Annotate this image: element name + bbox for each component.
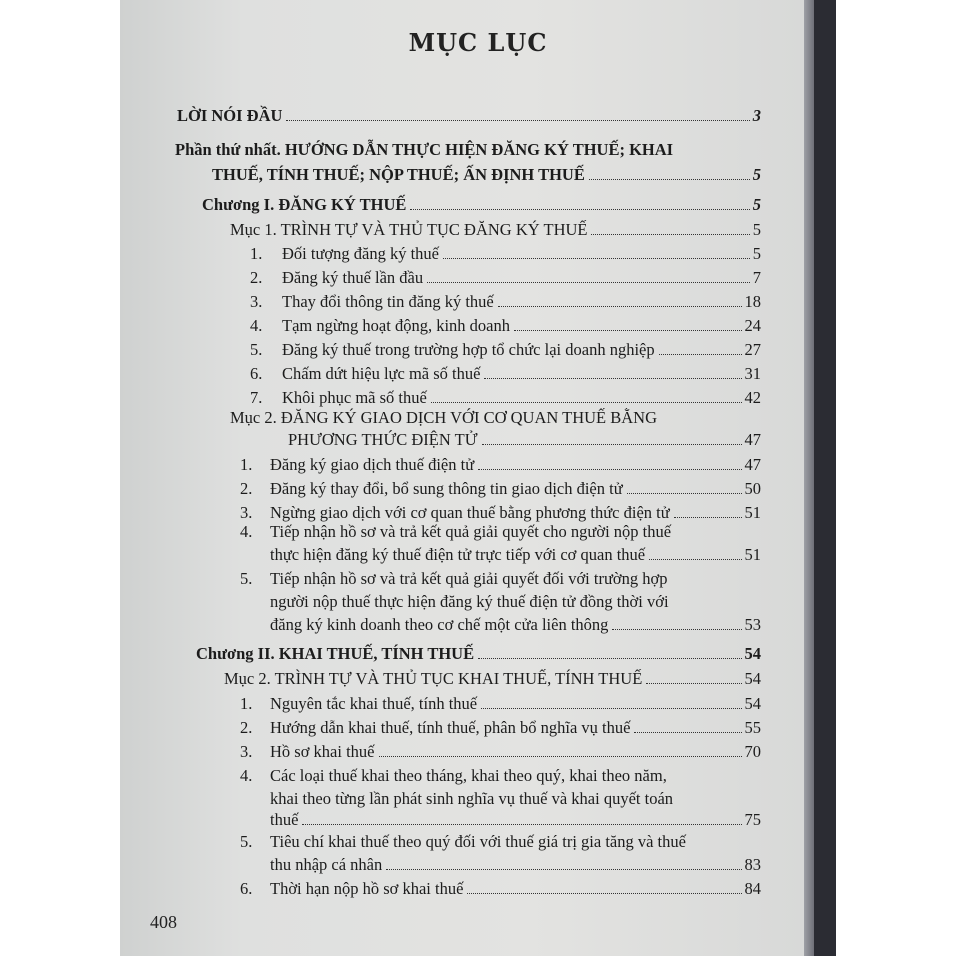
dot-leader (649, 559, 741, 560)
toc-item-number: 4. (250, 316, 263, 335)
toc-page-number: 50 (744, 479, 761, 498)
toc-entry-text: Tiêu chí khai thuế theo quý đối với thuế giá trị gia tăng và thuế (270, 832, 686, 851)
toc-page-number: 83 (744, 855, 761, 874)
toc-entry-chapter-1 (202, 195, 761, 215)
toc-item-4-line1 (240, 522, 671, 542)
toc-item-number: 1. (240, 455, 253, 474)
toc-entry-text: Các loại thuế khai theo tháng, khai theo quý, khai theo năm, (270, 766, 667, 785)
dot-leader (659, 354, 742, 355)
toc-item (240, 694, 761, 714)
toc-page-number: 54 (744, 694, 761, 713)
toc-item-number: 3. (240, 742, 253, 761)
toc-item-5-line1 (240, 569, 667, 589)
toc-item (250, 316, 761, 336)
toc-page-number: 51 (744, 545, 761, 564)
dot-leader (591, 234, 749, 235)
toc-item (270, 545, 761, 565)
toc-page-number: 5 (752, 244, 761, 263)
dot-leader (443, 258, 750, 259)
toc-entry-text: Mục 1. TRÌNH TỰ VÀ THỦ TỤC ĐĂNG KÝ THUẾ (230, 220, 588, 239)
toc-page-number: 7 (752, 268, 761, 287)
toc-item-number: 4. (240, 766, 253, 785)
toc-item (270, 810, 761, 830)
toc-page-number: 54 (744, 644, 761, 663)
toc-page-number: 70 (744, 742, 761, 761)
dot-leader (478, 469, 741, 470)
dot-leader (302, 824, 741, 825)
toc-entry-text: thu nhập cá nhân (270, 855, 383, 874)
toc-item (240, 503, 761, 523)
toc-part-1-line1: Phần thứ nhất. HƯỚNG DẪN THỰC HIỆN ĐĂNG KÝ THUẾ; KHAI (175, 140, 674, 159)
dot-leader (674, 517, 742, 518)
toc-item (240, 479, 761, 499)
toc-page-number: 5 (752, 195, 761, 214)
toc-entry-part-1 (212, 165, 761, 185)
toc-item (240, 455, 761, 475)
toc-page-number: 55 (744, 718, 761, 737)
toc-page-number: 84 (744, 879, 761, 898)
toc-item (240, 718, 761, 738)
dot-leader (482, 444, 742, 445)
toc-section-2-line1: Mục 2. ĐĂNG KÝ GIAO DỊCH VỚI CƠ QUAN THUẾ BẰNG (230, 408, 657, 427)
toc-item-number: 5. (240, 832, 253, 851)
toc-entry-text: Tiếp nhận hồ sơ và trả kết quả giải quyết cho người nộp thuế (270, 522, 672, 541)
page-number-footer: 408 (150, 912, 177, 932)
toc-entry-text: Hướng dẫn khai thuế, tính thuế, phân bổ nghĩa vụ thuế (270, 718, 631, 737)
toc-item (250, 340, 761, 360)
toc-item (270, 615, 761, 635)
toc-page-number: 47 (744, 430, 761, 449)
toc-entry-text: Đối tượng đăng ký thuế (282, 244, 439, 263)
toc-page-number: 47 (744, 455, 761, 474)
toc-entry-text: thực hiện đăng ký thuế điện tử trực tiếp với cơ quan thuế (270, 545, 646, 564)
toc-entry-text: Nguyên tắc khai thuế, tính thuế (270, 694, 478, 713)
toc-entry-text: Thay đổi thông tin đăng ký thuế (282, 292, 494, 311)
toc-entry-text: Chương I. ĐĂNG KÝ THUẾ (202, 195, 407, 214)
dot-leader (427, 282, 750, 283)
toc-page-number: 24 (744, 316, 761, 335)
dot-leader (478, 658, 741, 659)
dot-leader (467, 893, 741, 894)
toc-item-number: 6. (250, 364, 263, 383)
toc-entry-text: Hồ sơ khai thuế (270, 742, 375, 761)
toc-item (250, 364, 761, 384)
toc-item (250, 268, 761, 288)
toc-page-number: 54 (744, 669, 761, 688)
toc-item-number: 5. (240, 569, 253, 588)
toc-item (250, 244, 761, 264)
dot-leader (410, 209, 749, 210)
toc-page-number: 5 (752, 220, 761, 239)
toc-entry-text: Đăng ký giao dịch thuế điện tử (270, 455, 475, 474)
toc-item-4-line1 (240, 766, 667, 786)
dot-leader (612, 629, 741, 630)
toc-entry-section-1 (230, 220, 761, 240)
dot-leader (646, 683, 741, 684)
dot-leader (634, 732, 741, 733)
toc-item-number: 1. (240, 694, 253, 713)
toc-page-number: 51 (744, 503, 761, 522)
toc-item-number: 6. (240, 879, 253, 898)
toc-item (240, 742, 761, 762)
dot-leader (484, 378, 741, 379)
toc-entry-text: Đăng ký thuế trong trường hợp tổ chức lại doanh nghiệp (282, 340, 655, 359)
dot-leader (498, 306, 742, 307)
toc-entry-text: Mục 2. TRÌNH TỰ VÀ THỦ TỤC KHAI THUẾ, TÍNH THUẾ (224, 669, 643, 688)
toc-entry-text: LỜI NÓI ĐẦU (177, 106, 283, 125)
toc-entry-text: Chấm dứt hiệu lực mã số thuế (282, 364, 481, 383)
toc-item-5-line2: người nộp thuế thực hiện đăng ký thuế điện tử đồng thời với (270, 592, 669, 611)
toc-item (270, 855, 761, 875)
toc-item-4-line2: khai theo từng lần phát sinh nghĩa vụ thuế và khai quyết toán (270, 789, 674, 808)
toc-entry-text: Thời hạn nộp hồ sơ khai thuế (270, 879, 464, 898)
toc-page-number: 42 (744, 388, 761, 407)
toc-item (240, 879, 761, 899)
toc-entry-text: PHƯƠNG THỨC ĐIỆN TỬ (288, 430, 478, 449)
toc-entry-text: đăng ký kinh doanh theo cơ chế một cửa liên thông (270, 615, 609, 634)
dot-leader (514, 330, 742, 331)
toc-item-number: 2. (240, 718, 253, 737)
toc-item (250, 388, 761, 408)
toc-entry-preface (177, 106, 761, 126)
toc-item-number: 2. (240, 479, 253, 498)
toc-page-number: 18 (744, 292, 761, 311)
toc-entry-text: Tạm ngừng hoạt động, kinh doanh (282, 316, 510, 335)
toc-page-number: 75 (744, 810, 761, 829)
dot-leader (286, 120, 749, 121)
toc-entry-text: Chương II. KHAI THUẾ, TÍNH THUẾ (196, 644, 475, 663)
toc-entry-chapter-2 (196, 644, 761, 664)
toc-item-number: 7. (250, 388, 263, 407)
toc-page-number: 53 (744, 615, 761, 634)
toc-page-number: 5 (752, 165, 761, 184)
toc-item (250, 292, 761, 312)
dot-leader (627, 493, 742, 494)
dot-leader (386, 869, 741, 870)
toc-item-5-line1 (240, 832, 686, 852)
toc-page-number: 27 (744, 340, 761, 359)
toc-item-number: 4. (240, 522, 253, 541)
toc-item-number: 5. (250, 340, 263, 359)
toc-entry-section-3 (224, 669, 761, 689)
dot-leader (589, 179, 750, 180)
toc-entry-text: Đăng ký thay đổi, bổ sung thông tin giao dịch điện tử (270, 479, 623, 498)
toc-entry-text: thuế (270, 810, 299, 829)
toc-item-number: 1. (250, 244, 263, 263)
toc-item-number: 2. (250, 268, 263, 287)
toc-entry-text: Khôi phục mã số thuế (282, 388, 427, 407)
toc-page-number: 3 (752, 106, 761, 125)
toc-entry-text: Ngừng giao dịch với cơ quan thuế bằng phương thức điện tử (270, 503, 670, 522)
page-title: MỤC LỤC (408, 28, 548, 57)
toc-entry-text: Tiếp nhận hồ sơ và trả kết quả giải quyết đối với trường hợp (270, 569, 668, 588)
toc-item-number: 3. (250, 292, 263, 311)
dot-leader (481, 708, 741, 709)
toc-page-number: 31 (744, 364, 761, 383)
toc-entry-section-2 (288, 430, 761, 450)
dot-leader (379, 756, 742, 757)
toc-entry-text: THUẾ, TÍNH THUẾ; NỘP THUẾ; ẤN ĐỊNH THUẾ (212, 165, 585, 184)
toc-item-number: 3. (240, 503, 253, 522)
dot-leader (431, 402, 742, 403)
toc-entry-text: Đăng ký thuế lần đầu (282, 268, 424, 287)
